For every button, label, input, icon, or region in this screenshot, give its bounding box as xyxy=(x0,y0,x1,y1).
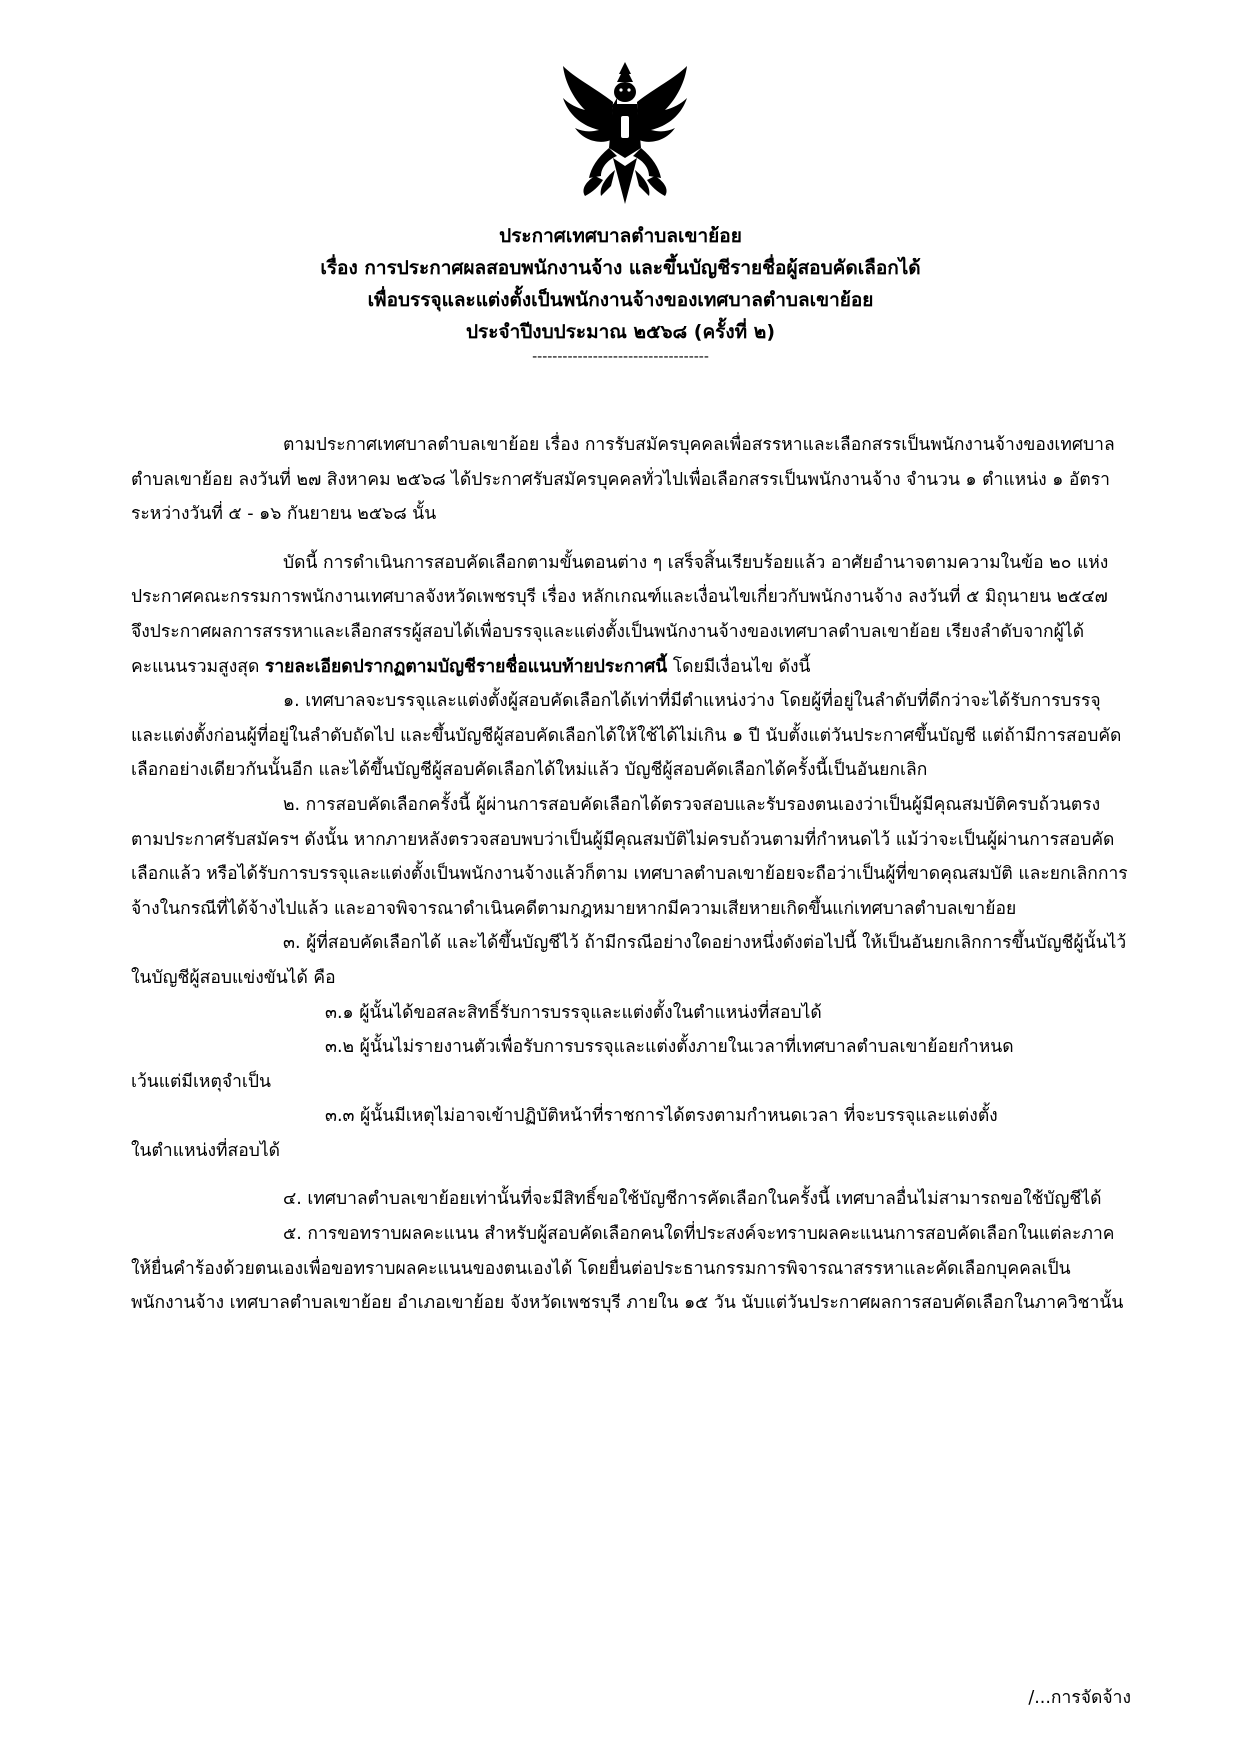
paragraph-announcement-bold: รายละเอียดปรากฏตามบัญชีรายชื่อแนบท้ายประกาศนี้ xyxy=(264,656,668,677)
announcement-fiscal-year: ประจำปีงบประมาณ ๒๕๖๘ (ครั้งที่ ๒) xyxy=(465,321,776,343)
announcement-header xyxy=(0,220,1241,366)
condition-3: ๓. ผู้ที่สอบคัดเลือกได้ และได้ขึ้นบัญชีไว้ ถ้ามีกรณีอย่างใดอย่างหนึ่งดังต่อไปนี้ ให้เป็นอันยกเลิกการขึ้นบัญชีผู้นั้นไว้ในบัญชีผู้สอบแข่งขันได้ คือ xyxy=(131,933,1127,988)
announcement-subject: เรื่อง การประกาศผลสอบพนักงานจ้าง และขึ้นบัญชีรายชื่อผู้สอบคัดเลือกได้ xyxy=(320,257,921,279)
condition-3-2-cont: เว้นแต่มีเหตุจำเป็น xyxy=(131,1071,271,1092)
paragraph-reference: ตามประกาศเทศบาลตำบลเขาย้อย เรื่อง การรับสมัครบุคคลเพื่อสรรหาและเลือกสรรเป็นพนักงานจ้างของเทศบาลตำบลเขาย้อย ลงวันที่ ๒๗ สิงหาคม ๒๕๖๘ ได้ประกาศรับสมัครบุคคลทั่วไปเพื่อเลือกสรรเป็นพนักงานจ้าง จำนวน ๑ ตำแหน่ง ๑ อัตรา ระหว่างวันที่ ๕ - ๑๖ กันยายน ๒๕๖๘ นั้น xyxy=(131,435,1115,525)
condition-3-3: ๓.๓ ผู้นั้นมีเหตุไม่อาจเข้าปฏิบัติหน้าที่ราชการได้ตรงตามกำหนดเวลา ที่จะบรรจุและแต่งตั้ง xyxy=(325,1106,998,1127)
condition-3-2: ๓.๒ ผู้นั้นไม่รายงานตัวเพื่อรับการบรรจุและแต่งตั้งภายในเวลาที่เทศบาลตำบลเขาย้อยกำหนด xyxy=(325,1037,1014,1058)
header-separator: ----------------------------------- xyxy=(532,349,709,365)
announcement-issuer: ประกาศเทศบาลตำบลเขาย้อย xyxy=(499,225,742,247)
continuation-marker: /...การจัดจ้าง xyxy=(1028,1688,1131,1708)
announcement-body xyxy=(131,428,1131,1321)
paragraph-announcement xyxy=(131,546,1131,684)
announcement-subject-cont: เพื่อบรรจุและแต่งตั้งเป็นพนักงานจ้างของเทศบาลตำบลเขาย้อย xyxy=(367,289,874,311)
garuda-emblem xyxy=(555,58,695,208)
condition-5: ๕. การขอทราบผลคะแนน สำหรับผู้สอบคัดเลือกคนใดที่ประสงค์จะทราบผลคะแนนการสอบคัดเลือกในแต่ละภาค ให้ยื่นคำร้องด้วยตนเองเพื่อขอทราบผลคะแนนของตนเองได้ โดยยื่นต่อประธานกรรมการพิจารณาสรรหาและคัดเลือกบุคคลเป็นพนักงานจ้าง เทศบาลตำบลเขาย้อย อำเภอเขาย้อย จังหวัดเพชรบุรี ภายใน ๑๕ วัน นับแต่วันประกาศผลการสอบคัดเลือกในภาควิชานั้น xyxy=(131,1224,1124,1314)
paragraph-announcement-text: บัดนี้ การดำเนินการสอบคัดเลือกตามขั้นตอนต่าง ๆ เสร็จสิ้นเรียบร้อยแล้ว อาศัยอำนาจตามความในข้อ ๒๐ แห่งประกาศคณะกรรมการพนักงานเทศบาลจังหวัดเพชรบุรี เรื่อง หลักเกณฑ์และเงื่อนไขเกี่ยวกับพนักงานจ้าง ลงวันที่ ๕ มิถุนายน ๒๕๔๗ จึงประกาศผลการสรรหาและเลือกสรรผู้สอบได้เพื่อบรรจุและแต่งตั้งเป็นพนักงานจ้างของเทศบาลตำบลเขาย้อย เรียงลำดับจากผู้ได้คะแนนรวมสูงสุด xyxy=(131,552,1109,677)
condition-3-1: ๓.๑ ผู้นั้นได้ขอสละสิทธิ์รับการบรรจุและแต่งตั้งในตำแหน่งที่สอบได้ xyxy=(325,1002,822,1023)
paragraph-announcement-tail: โดยมีเงื่อนไข ดังนี้ xyxy=(667,656,811,677)
condition-2: ๒. การสอบคัดเลือกครั้งนี้ ผู้ผ่านการสอบคัดเลือกได้ตรวจสอบและรับรองตนเองว่าเป็นผู้มีคุณสมบัติครบถ้วนตรงตามประกาศรับสมัครฯ ดังนั้น หากภายหลังตรวจสอบพบว่าเป็นผู้มีคุณสมบัติไม่ครบถ้วนตามที่กำหนดไว้ แม้ว่าจะเป็นผู้ผ่านการสอบคัดเลือกแล้ว หรือได้รับการบรรจุและแต่งตั้งเป็นพนักงานจ้างแล้วก็ตาม เทศบาลตำบลเขาย้อยจะถือว่าเป็นผู้ที่ขาดคุณสมบัติ และยกเลิกการจ้างในกรณีที่ได้จ้างไปแล้ว และอาจพิจารณาดำเนินคดีตามกฎหมายหากมีความเสียหายเกิดขึ้นแก่เทศบาลตำบลเขาย้อย xyxy=(131,794,1128,919)
condition-4: ๔. เทศบาลตำบลเขาย้อยเท่านั้นที่จะมีสิทธิ์ขอใช้บัญชีการคัดเลือกในครั้งนี้ เทศบาลอื่นไม่สามารถขอใช้บัญชีได้ xyxy=(283,1189,1102,1210)
condition-1: ๑. เทศบาลจะบรรจุและแต่งตั้งผู้สอบคัดเลือกได้เท่าที่มีตำแหน่งว่าง โดยผู้ที่อยู่ในลำดับที่ดีกว่าจะได้รับการบรรจุและแต่งตั้งก่อนผู้ที่อยู่ในลำดับถัดไป และขึ้นบัญชีผู้สอบคัดเลือกได้ให้ใช้ได้ไม่เกิน ๑ ปี นับตั้งแต่วันประกาศขึ้นบัญชี แต่ถ้ามีการสอบคัดเลือกอย่างเดียวกันนั้นอีก และได้ขึ้นบัญชีผู้สอบคัดเลือกได้ใหม่แล้ว บัญชีผู้สอบคัดเลือกได้ครั้งนี้เป็นอันยกเลิก xyxy=(131,691,1122,781)
condition-3-3-cont: ในตำแหน่งที่สอบได้ xyxy=(131,1140,281,1161)
